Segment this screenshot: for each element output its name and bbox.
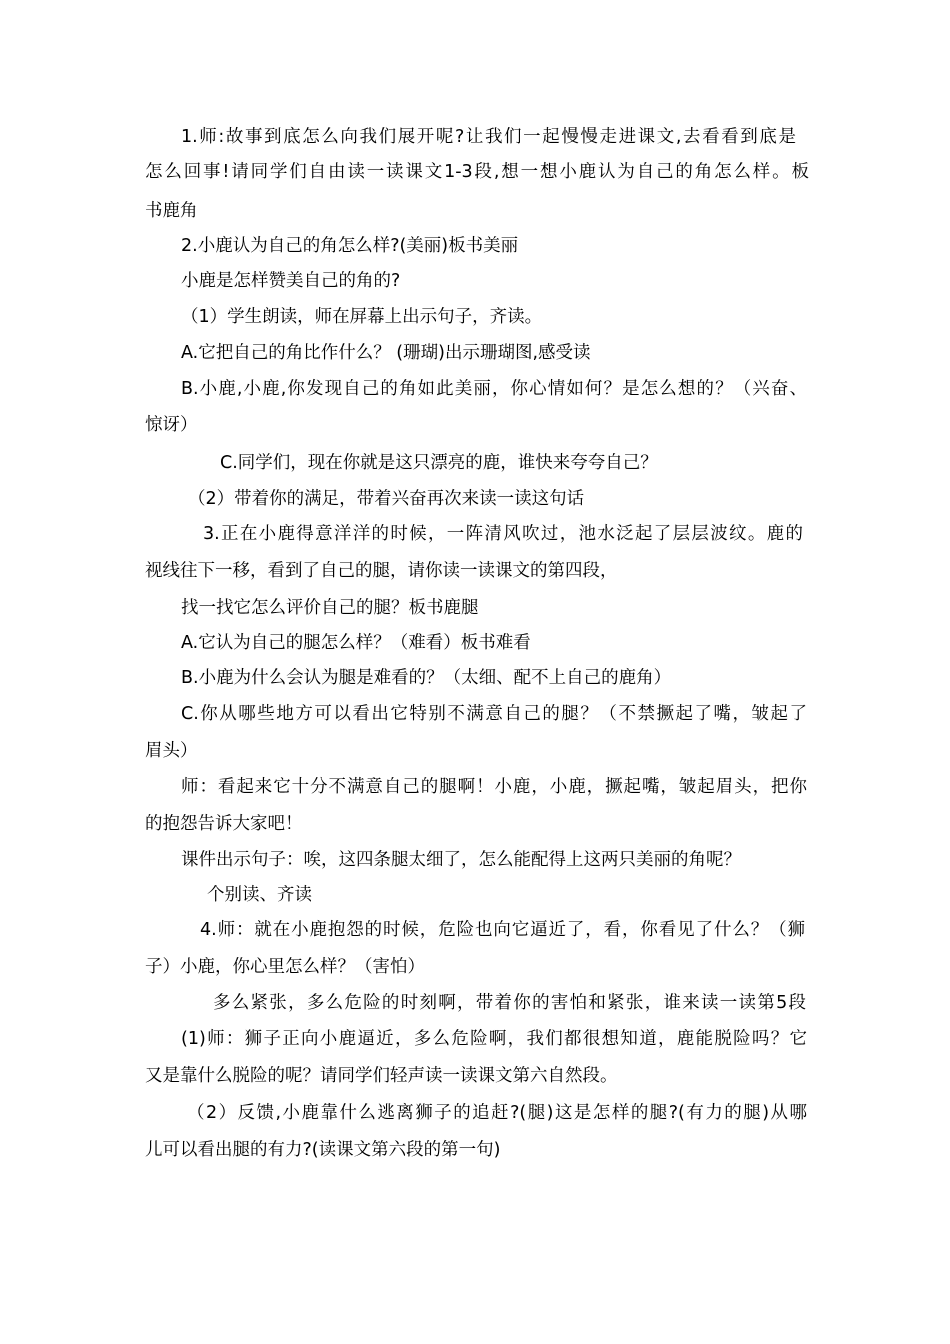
paragraph-15: 课件出示句子：唉，这四条腿太细了，怎么能配得上这两只美丽的角呢？ [181, 850, 741, 870]
paragraph-1-line-2: 怎么回事!请同学们自由读一读课文1-3段,想一想小鹿认为自己的角怎么样。板 [145, 162, 809, 182]
paragraph-2: 2.小鹿认为自己的角怎么样?(美丽)板书美丽 [181, 236, 519, 256]
paragraph-20-line-2: 儿可以看出腿的有力?(读课文第六段的第一句) [145, 1140, 501, 1160]
paragraph-1-line-1: 1.师:故事到底怎么向我们展开呢?让我们一起慢慢走进课文,去看看到底是 [181, 127, 796, 147]
paragraph-16: 个别读、齐读 [207, 885, 312, 905]
paragraph-13-line-1: C.你从哪些地方可以看出它特别不满意自己的腿？（不禁撅起了嘴，皱起了 [181, 704, 807, 724]
paragraph-6-line-2: 惊讶） [145, 415, 198, 435]
paragraph-19-line-2: 又是靠什么脱险的呢？请同学们轻声读一读课文第六自然段。 [145, 1066, 618, 1086]
paragraph-14-line-2: 的抱怨告诉大家吧！ [145, 814, 303, 834]
paragraph-17-line-2: 子）小鹿，你心里怎么样？（害怕） [145, 957, 425, 977]
paragraph-7: C.同学们，现在你就是这只漂亮的鹿，谁快来夸夸自己？ [220, 453, 658, 473]
paragraph-20-line-1: （2）反馈,小鹿靠什么逃离狮子的追赶?(腿)这是怎样的腿?(有力的腿)从哪 [187, 1103, 807, 1123]
paragraph-3: 小鹿是怎样赞美自己的角的? [181, 271, 401, 291]
paragraph-9-line-2: 视线往下一移，看到了自己的腿，请你读一读课文的第四段， [145, 561, 618, 581]
paragraph-11: A.它认为自己的腿怎么样？（难看）板书难看 [181, 633, 531, 653]
paragraph-14-line-1: 师：看起来它十分不满意自己的腿啊！小鹿，小鹿，撅起嘴，皱起眉头，把你 [181, 777, 807, 797]
paragraph-1-line-3: 书鹿角 [145, 201, 198, 221]
paragraph-13-line-2: 眉头） [145, 741, 198, 761]
paragraph-10: 找一找它怎么评价自己的腿？板书鹿腿 [181, 598, 479, 618]
paragraph-17-line-1: 4.师：就在小鹿抱怨的时候，危险也向它逼近了，看，你看见了什么？（狮 [200, 920, 805, 940]
paragraph-12: B.小鹿为什么会认为腿是难看的？（太细、配不上自己的鹿角） [181, 668, 672, 688]
paragraph-9-line-1: 3.正在小鹿得意洋洋的时候，一阵清风吹过，池水泛起了层层波纹。鹿的 [203, 524, 803, 544]
paragraph-18: 多么紧张，多么危险的时刻啊，带着你的害怕和紧张，谁来读一读第5段 [213, 993, 806, 1013]
paragraph-19-line-1: (1)师：狮子正向小鹿逼近，多么危险啊，我们都很想知道，鹿能脱险吗？它 [181, 1029, 807, 1049]
paragraph-6-line-1: B.小鹿,小鹿,你发现自己的角如此美丽，你心情如何？是怎么想的？（兴奋、 [181, 379, 807, 399]
paragraph-8: （2）带着你的满足，带着兴奋再次来读一读这句话 [188, 489, 585, 509]
paragraph-4: （1）学生朗读，师在屏幕上出示句子，齐读。 [181, 307, 543, 327]
paragraph-5: A.它把自己的角比作什么？ (珊瑚)出示珊瑚图,感受读 [181, 343, 591, 363]
